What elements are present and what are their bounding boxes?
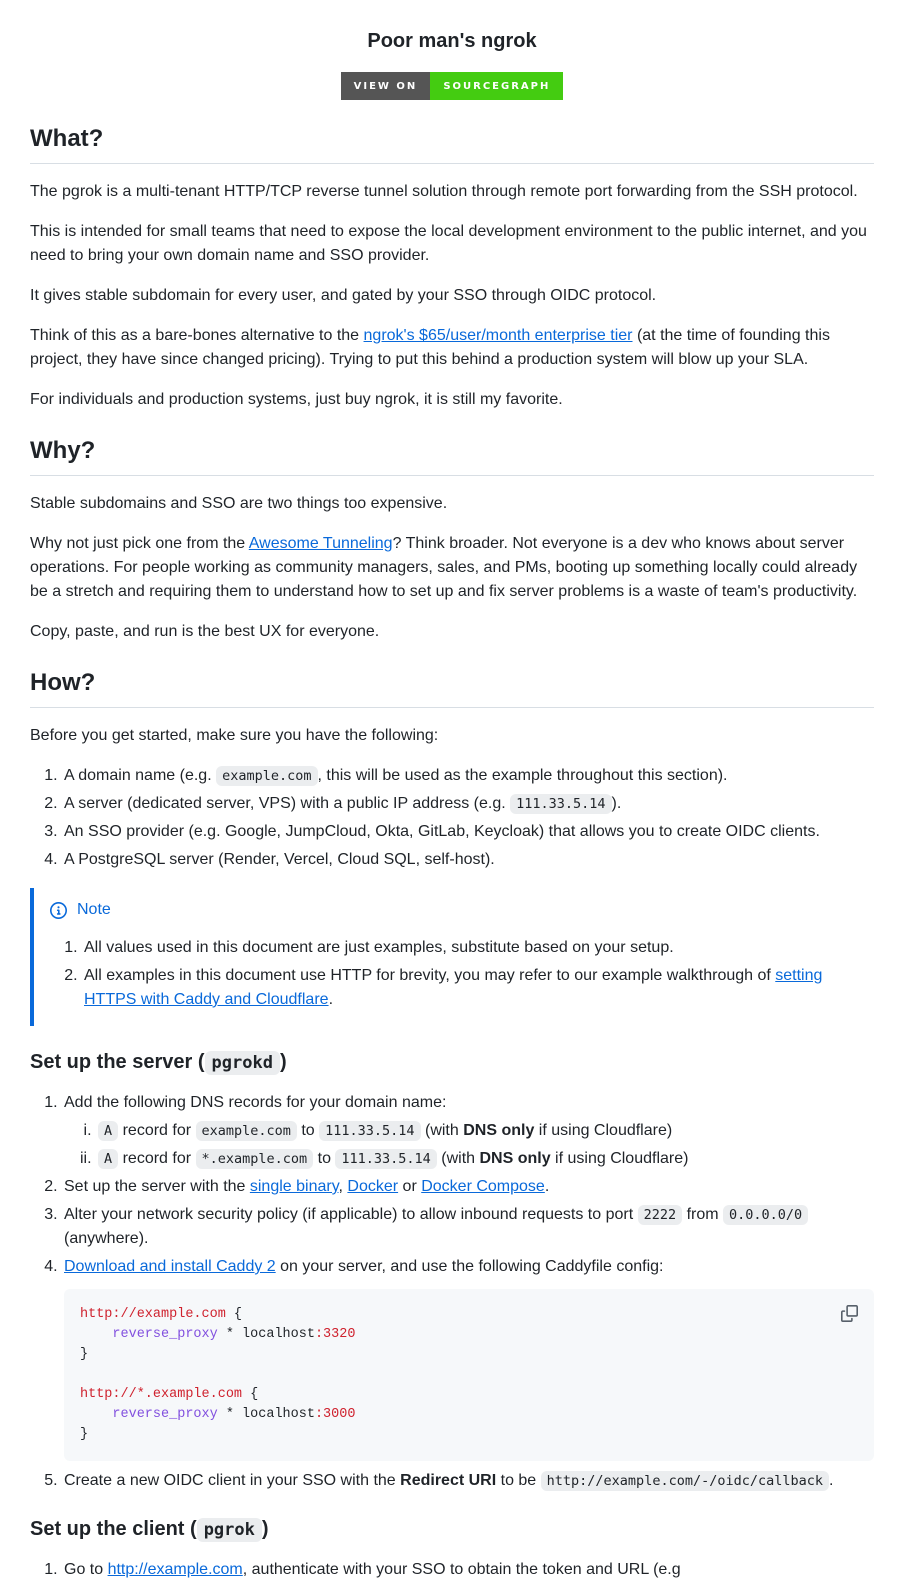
- page-title: Poor man's ngrok: [367, 30, 537, 52]
- bold-dns-only: DNS only: [479, 1150, 551, 1167]
- inline-code-a-record: A: [98, 1121, 118, 1141]
- text-segment: ): [279, 1051, 287, 1073]
- single-binary-link[interactable]: single binary: [249, 1178, 339, 1195]
- list-item-caddy: [62, 1255, 874, 1461]
- inline-code-ip-address: 111.33.5.14: [335, 1149, 436, 1169]
- paragraph-how-intro: Before you get started, make sure you have the following:: [30, 727, 439, 744]
- text-segment: Why not just pick one from the: [30, 535, 249, 552]
- text-segment: , this will be used as the example throughout this section).: [317, 767, 728, 784]
- text-segment: to be: [496, 1472, 541, 1489]
- code-line: http://example.com {: [80, 1307, 243, 1322]
- docker-link[interactable]: Docker: [347, 1178, 399, 1195]
- inline-code-ip-address: 111.33.5.14: [319, 1121, 420, 1141]
- inline-code-cidr: 0.0.0.0/0: [723, 1205, 808, 1225]
- inline-code-ip-address: 111.33.5.14: [510, 794, 611, 814]
- text-segment: Set up the client (: [30, 1518, 197, 1540]
- download-caddy-link[interactable]: Download and install Caddy 2: [64, 1258, 276, 1275]
- code-line-blank: [80, 1365, 858, 1385]
- text-segment: All examples in this document use HTTP for brevity, you may refer to our example walkthrough of: [84, 967, 776, 984]
- ngrok-enterprise-tier-link[interactable]: ngrok's $65/user/month enterprise tier: [363, 327, 633, 344]
- text-segment: Add the following DNS records for your domain name:: [64, 1094, 447, 1111]
- inline-code-pgrokd: pgrokd: [205, 1051, 280, 1075]
- text-segment: (with: [436, 1150, 480, 1167]
- text-segment: Set up the server (: [30, 1051, 205, 1073]
- text-segment: Think of this as a bare-bones alternative to the: [30, 327, 364, 344]
- copy-button[interactable]: [836, 1299, 864, 1327]
- text-segment: , authenticate with your SSO to obtain the token and URL (e.g: [242, 1561, 681, 1578]
- list-item-dns-records: [62, 1091, 874, 1171]
- inline-code-callback-url: http://example.com/-/oidc/callback: [541, 1471, 829, 1491]
- heading-setup-server: [30, 1050, 874, 1075]
- code-line: reverse_proxy * localhost:3320: [112, 1327, 356, 1342]
- text-segment: Alter your network security policy (if applicable) to allow inbound requests to port: [64, 1206, 638, 1223]
- bold-redirect-uri: Redirect URI: [400, 1472, 497, 1489]
- bold-dns-only: DNS only: [463, 1122, 535, 1139]
- text-segment: on your server, and use the following Caddyfile config:: [275, 1258, 664, 1275]
- https-caddy-cloudflare-link[interactable]: setting HTTPS with Caddy and Cloudflare: [84, 967, 823, 1008]
- text-segment: or: [398, 1178, 422, 1195]
- note-title: [50, 898, 858, 922]
- info-icon: [50, 902, 67, 919]
- text-segment: record for: [118, 1150, 196, 1167]
- inline-code-port-2222: 2222: [638, 1205, 683, 1225]
- text-segment: Create a new OIDC client in your SSO with the: [64, 1472, 401, 1489]
- note-callout: [30, 888, 874, 1026]
- paragraph-what-2: This is intended for small teams that need to expose the local development environment to the public internet, and you need to bring your own domain name and SSO provider.: [30, 223, 867, 264]
- example-com-link[interactable]: http://example.com: [107, 1561, 243, 1578]
- text-segment: ,: [338, 1178, 348, 1195]
- text-segment: (at the time of founding this project, they have since changed pricing). Trying to put this behind a production system will blow up your SLA.: [30, 327, 830, 368]
- badge-row: [30, 72, 874, 100]
- heading-how: How?: [30, 668, 874, 708]
- paragraph-what-3: It gives stable subdomain for every user, and gated by your SSO through OIDC protocol.: [30, 287, 657, 304]
- paragraph-what-4: [30, 324, 874, 372]
- paragraph-why-3: Copy, paste, and run is the best UX for everyone.: [30, 623, 380, 640]
- text-segment: if using Cloudflare): [534, 1122, 673, 1139]
- text-segment: ? Think broader. Not everyone is a dev who knows about server operations. For people working as community managers, sales, and PMs, booting up something locally could already be a stretch and requiring them to understand how to set up and fix server problems is a waste of team's productivity.: [30, 535, 858, 600]
- code-line: http://*.example.com {: [80, 1387, 259, 1402]
- list-item-sso-provider: 3. An SSO provider (e.g. Google, JumpCloud, Okta, GitLab, Keycloak) that allows you to create OIDC clients.: [62, 820, 874, 844]
- list-item-postgresql: 4. A PostgreSQL server (Render, Vercel, Cloud SQL, self-host).: [62, 848, 874, 872]
- note-label: Note: [77, 901, 111, 918]
- copy-icon: [841, 1305, 858, 1322]
- text-segment: .: [829, 1472, 834, 1489]
- text-segment: Set up the server with the: [64, 1178, 250, 1195]
- paragraph-what-5: For individuals and production systems, just buy ngrok, it is still my favorite.: [30, 391, 563, 408]
- list-item-oidc-client: [62, 1469, 874, 1493]
- note-item-1: 1. All values used in this document are just examples, substitute based on your setup.: [82, 936, 858, 960]
- text-segment: A domain name (e.g.: [64, 767, 217, 784]
- dns-record-1: [96, 1119, 874, 1143]
- text-segment: from: [682, 1206, 724, 1223]
- dns-record-2: [96, 1147, 874, 1171]
- code-line: }: [80, 1347, 89, 1362]
- text-segment: record for: [118, 1122, 196, 1139]
- text-segment: .: [328, 991, 334, 1008]
- badge-view-on-label: VIEW ON: [341, 72, 431, 100]
- inline-code-pgrok: pgrok: [197, 1518, 262, 1542]
- note-list: [50, 936, 858, 1012]
- heading-setup-client: [30, 1517, 874, 1542]
- text-segment: (with: [420, 1122, 464, 1139]
- list-item-server-ip: [62, 792, 874, 816]
- caddyfile-code: [80, 1305, 858, 1445]
- inline-code-a-record: A: [98, 1149, 118, 1169]
- dns-records-sublist: [64, 1119, 874, 1171]
- badge-sourcegraph-label: SOURCEGRAPH: [430, 72, 563, 100]
- text-segment: ).: [611, 795, 622, 812]
- code-line: }: [80, 1427, 89, 1442]
- prerequisites-list: [30, 764, 874, 872]
- caddyfile-code-block: [64, 1289, 874, 1461]
- inline-code-wildcard-example-com: *.example.com: [196, 1149, 314, 1169]
- paragraph-why-2: [30, 532, 874, 604]
- text-segment: Go to: [64, 1561, 108, 1578]
- list-item-install-server: [62, 1175, 874, 1199]
- inline-code-example-com: example.com: [216, 766, 317, 786]
- list-item-network-policy: [62, 1203, 874, 1251]
- sourcegraph-badge-link[interactable]: [341, 72, 564, 100]
- text-segment: to: [296, 1122, 320, 1139]
- paragraph-why-1: Stable subdomains and SSO are two things too expensive.: [30, 495, 448, 512]
- client-setup-list: [30, 1558, 874, 1582]
- server-setup-list: [30, 1091, 874, 1493]
- text-segment: (anywhere).: [64, 1230, 149, 1247]
- heading-why: Why?: [30, 436, 874, 476]
- heading-what: What?: [30, 124, 874, 164]
- docker-compose-link[interactable]: Docker Compose: [421, 1178, 545, 1195]
- text-segment: if using Cloudflare): [550, 1150, 689, 1167]
- list-item-domain-name: [62, 764, 874, 788]
- inline-code-example-com: example.com: [196, 1121, 297, 1141]
- paragraph-what-1: The pgrok is a multi-tenant HTTP/TCP reverse tunnel solution through remote port forwarding from the SSH protocol.: [30, 183, 858, 200]
- code-line: reverse_proxy * localhost:3000: [112, 1407, 356, 1422]
- text-segment: ): [261, 1518, 269, 1540]
- text-segment: A server (dedicated server, VPS) with a public IP address (e.g.: [64, 795, 511, 812]
- text-segment: .: [544, 1178, 550, 1195]
- note-item-2: [82, 964, 858, 1012]
- text-segment: to: [313, 1150, 336, 1167]
- awesome-tunneling-link[interactable]: Awesome Tunneling: [248, 535, 393, 552]
- list-item-go-to-url: [62, 1558, 874, 1582]
